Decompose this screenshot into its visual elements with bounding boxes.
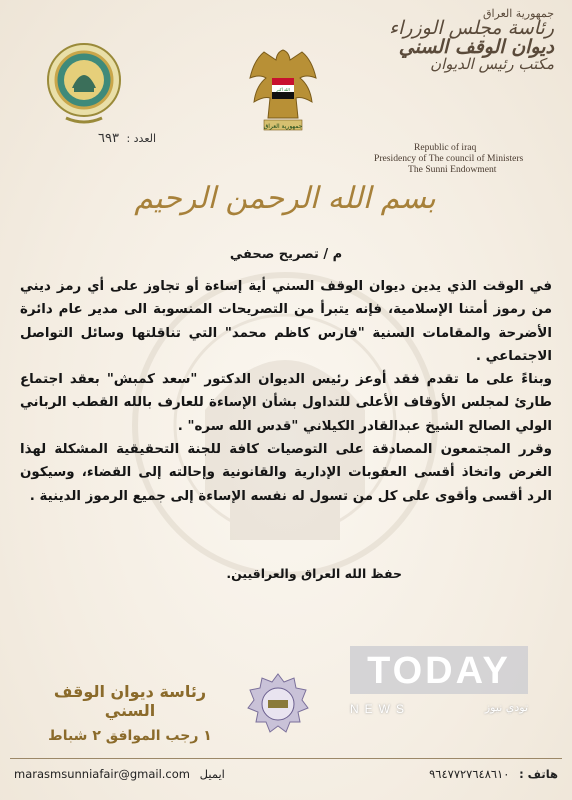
body-paragraph-1: في الوقت الذي يدين ديوان الوقف السني أية إساءة أو تجاوز على أي رمز ديني من رموز أمتنا الإسلامية، فإنه يتبرأ من التصريحات المنسوبة الى مدير عام دائرة الأضرحة والمقامات السنية "فارس كاظم محمد" التي تناقلتها وسائل التواصل الاجتماعي . [20, 279, 552, 364]
header-line-republic: جمهورية العراق [482, 7, 554, 20]
flag-takbir-text: الله أكبر [276, 87, 290, 92]
footer-divider [10, 758, 562, 759]
footer-phone-label: هاتف : [519, 767, 558, 781]
basmala-text: بسم الله الرحمن الرحيم [134, 181, 436, 216]
footer-email-label: ايميل [199, 767, 225, 781]
watermark-brand: TODAY [367, 650, 511, 692]
footer-email-address[interactable]: marasmsunniafair@gmail.com [14, 767, 190, 781]
footer-phone-number[interactable]: ٩٦٤٧٧٢٧٦٤٨٦١٠ [429, 767, 510, 781]
document-number [98, 131, 156, 146]
closing-line: حفظ الله العراق والعراقيين. [226, 566, 402, 581]
header-line-office: مكتب رئيس الديوان [430, 55, 554, 73]
header-line-presidency: رئاسة مجلس الوزراء [389, 17, 554, 39]
sunni-endowment-seal [44, 40, 124, 128]
footer-phone [429, 767, 558, 781]
header-en-endowment: The Sunni Endowment [408, 164, 497, 175]
letter-subject: م / تصريح صحفي [229, 247, 343, 262]
watermark-news: NEWS [350, 702, 410, 716]
footer-email [14, 767, 225, 781]
basmala-calligraphy [134, 166, 436, 226]
body-paragraph-2: وبناءً على ما تقدم فقد أوعز رئيس الديوان الدكتور "سعد كمبش" بعقد اجتماع طارئ لمجلس الأوقاف الأعلى للتداول بشأن الإساءة للعارف بالله القطب الرباني الولي الصالح الشيخ عبدالقادر الكيلاني "قدس الله سره" . [20, 372, 552, 434]
today-news-watermark [350, 646, 528, 726]
body-paragraph-3: وقرر المجتمعون المصادقة على التوصيات كافة للجنة التحقيقية المشكلة لهذا الغرض واتخاذ أقسى العقوبات الإدارية والقانونية وإحالته إلى القضاء، وسيكون الرد أقسى وأقوى على كل من تسول له نفسه الإساءة إلى جميع الرموز الدينية . [20, 442, 552, 504]
watermark-arabic: تودي نيوز [484, 701, 528, 714]
signature-date: ١ رجب الموافق ٢ شباط [48, 728, 212, 744]
document-number-label: العدد : [126, 132, 157, 145]
office-stamp [246, 672, 310, 736]
signature-block [30, 682, 230, 744]
letter-body [20, 275, 552, 508]
header-en-republic: Republic of iraq [414, 142, 477, 153]
document-number-value: ٦٩٣ [98, 131, 119, 146]
emblem-caption: جمهورية العراق [263, 123, 303, 130]
header-line-endowment: ديوان الوقف السني [398, 36, 554, 58]
signature-office: رئاسة ديوان الوقف السني [53, 682, 207, 720]
header-en-presidency: Presidency of The council of Ministers [374, 153, 524, 164]
iraq-eagle-emblem [244, 42, 322, 134]
header-arabic-titles [384, 8, 554, 72]
